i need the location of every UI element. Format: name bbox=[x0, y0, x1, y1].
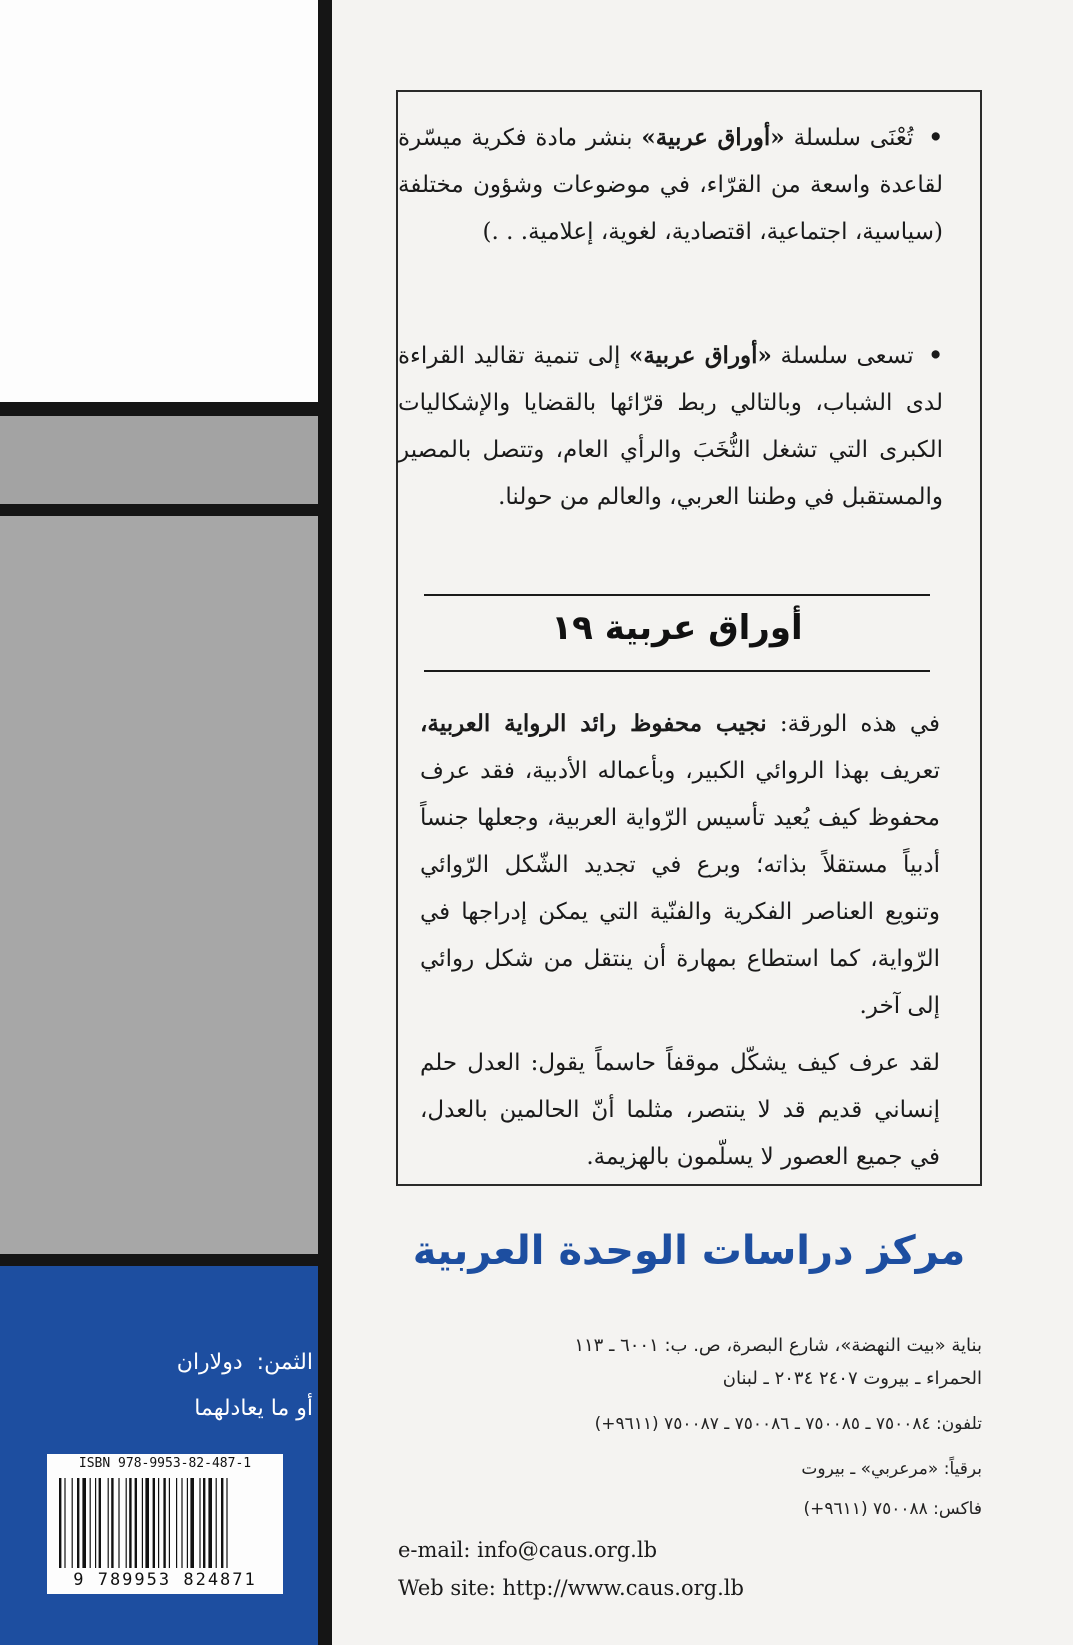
barcode-icon bbox=[57, 1478, 273, 1568]
title-rule-top bbox=[424, 594, 930, 596]
p3-lead: في هذه الورقة: bbox=[779, 711, 940, 737]
publisher-name: مركز دراسات الوحدة العربية bbox=[412, 1228, 966, 1274]
bullet-icon: • bbox=[928, 124, 944, 151]
price-value: دولاران bbox=[176, 1350, 243, 1375]
telegram-line: برقياً: «مرعربي» ـ بيروت bbox=[801, 1459, 982, 1479]
fax-line: فاكس: ٧٥٠٠٨٨ (٩٦١١+) bbox=[803, 1499, 982, 1519]
website-line[interactable]: Web site: http://www.caus.org.lb bbox=[398, 1576, 744, 1600]
bullet-icon: • bbox=[928, 342, 943, 369]
series-title: أوراق عربية ١٩ bbox=[551, 608, 803, 648]
grey-panel-small bbox=[0, 416, 318, 504]
divider-bar-3 bbox=[0, 1254, 332, 1266]
p1-before: تُعْنَى سلسلة bbox=[793, 125, 914, 151]
email-line[interactable]: e-mail: info@caus.org.lb bbox=[398, 1538, 658, 1562]
series-description-2 bbox=[398, 332, 943, 521]
series-description-1 bbox=[398, 114, 943, 256]
p2-series-name: «أوراق عربية» bbox=[628, 342, 772, 369]
isbn-text: ISBN 978-9953-82-487-1 bbox=[78, 1456, 252, 1471]
address-line-2: الحمراء ـ بيروت ٢٤٠٧ ٢٠٣٤ ـ لبنان bbox=[722, 1368, 982, 1389]
phone-line: تلفون: ٧٥٠٠٨٤ ـ ٧٥٠٠٨٥ ـ ٧٥٠٠٨٦ ـ ٧٥٠٠٨٧ (٩٦١١+) bbox=[594, 1414, 982, 1434]
grey-panel-large bbox=[0, 516, 318, 1254]
barcode-number: 9 789953 824871 bbox=[73, 1570, 257, 1590]
paper-summary bbox=[420, 700, 940, 1030]
price-label: الثمن: bbox=[256, 1350, 313, 1375]
divider-bar-2 bbox=[0, 504, 332, 516]
left-white-panel bbox=[0, 0, 318, 402]
price-block bbox=[53, 1340, 313, 1432]
p3-after: تعريف بهذا الروائي الكبير، وبأعماله الأدبية، فقد عرف محفوظ كيف يُعيد تأسيس الرّواية العربية، وجعلها جنساً أدبياً مستقلاً بذاته؛ وبرع في تجديد الشّكل الرّوائي وتنويع العناصر الفكرية والفنّية التي يمكن إدراجها في الرّواية، كما استطاع بمهارة أن ينتقل من شكل روائي إلى آخر. bbox=[420, 758, 940, 1019]
vertical-divider-bar bbox=[318, 0, 332, 1645]
p1-series-name: «أوراق عربية» bbox=[641, 124, 785, 151]
p2-before: تسعى سلسلة bbox=[780, 343, 914, 369]
p1-after: بنشر مادة فكرية ميسّرة لقاعدة واسعة من القرّاء، في موضوعات وشؤون مختلفة (سياسية، اجتماعية، اقتصادية، لغوية، إعلامية. . .) bbox=[398, 125, 943, 245]
divider-bar-1 bbox=[0, 402, 332, 416]
price-equivalent: أو ما يعادلهما bbox=[194, 1396, 313, 1421]
p3-paper-title: نجيب محفوظ رائد الرواية العربية، bbox=[420, 710, 767, 737]
paper-quote: لقد عرف كيف يشكّل موقفاً حاسماً يقول: العدل حلم إنساني قديم قد لا ينتصر، مثلما أنّ الحالمين بالعدل، في جميع العصور لا يسلّمون بالهزيمة. bbox=[420, 1050, 940, 1170]
title-rule-bottom bbox=[424, 670, 930, 672]
p2-after: إلى تنمية تقاليد القراءة لدى الشباب، وبالتالي ربط قرّائها بالقضايا والإشكاليات الكبرى التي تشغل النُّخَبَ والرأي العام، وتتصل بالمصير والمستقبل في وطننا العربي، والعالم من حولنا. bbox=[398, 343, 943, 510]
address-line-1: بناية «بيت النهضة»، شارع البصرة، ص. ب: ٦٠٠١ ـ ١١٣ bbox=[574, 1335, 982, 1356]
isbn-barcode-box bbox=[47, 1454, 283, 1594]
